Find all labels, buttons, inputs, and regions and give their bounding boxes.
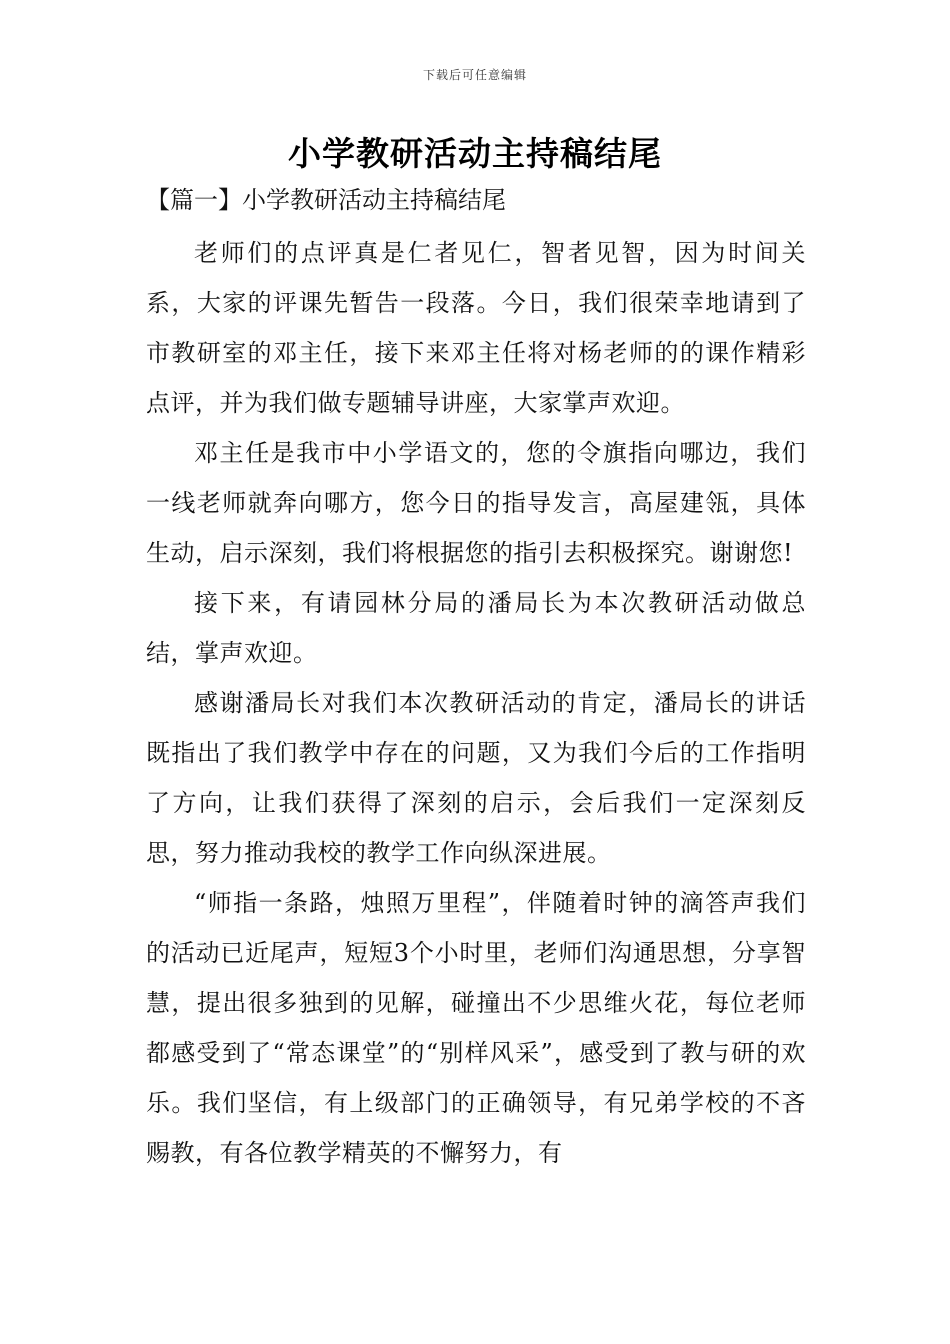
paragraph: 接下来，有请园林分局的潘局长为本次教研活动做总结，掌声欢迎。 bbox=[146, 589, 806, 667]
paragraph: “师指一条路，烛照万里程”，伴随着时钟的滴答声我们的活动已近尾声，短短3个小时里，老师们沟通思想，分享智慧，提出很多独到的见解，碰撞出不少思维火花，每位老师都感受到了“常态课堂”的“别样风采”，感受到了教与研的欢乐。我们坚信，有上级部门的正确领导，有兄弟学校的不吝赐教，有各位教学精英的不懈努力，有 bbox=[146, 889, 806, 1167]
paragraph: 老师们的点评真是仁者见仁，智者见智，因为时间关系，大家的评课先暂告一段落。今日，我们很荣幸地请到了市教研室的邓主任，接下来邓主任将对杨老师的的课作精彩点评，并为我们做专题辅导讲座，大家掌声欢迎。 bbox=[146, 239, 806, 417]
paragraph: 邓主任是我市中小学语文的，您的令旗指向哪边，我们一线老师就奔向哪方，您今日的指导发言，高屋建瓴，具体生动，启示深刻，我们将根据您的指引去积极探究。谢谢您! bbox=[146, 439, 806, 567]
paragraph: 感谢潘局长对我们本次教研活动的肯定，潘局长的讲话既指出了我们教学中存在的问题，又为我们今后的工作指明了方向，让我们获得了深刻的启示，会后我们一定深刻反思，努力推动我校的教学工作向纵深进展。 bbox=[146, 689, 806, 867]
section-heading: 【篇一】小学教研活动主持稿结尾 bbox=[146, 186, 506, 214]
body-text bbox=[146, 228, 806, 1178]
header-note: 下载后可任意编辑 bbox=[422, 68, 527, 82]
document-title: 小学教研活动主持稿结尾 bbox=[288, 134, 662, 173]
